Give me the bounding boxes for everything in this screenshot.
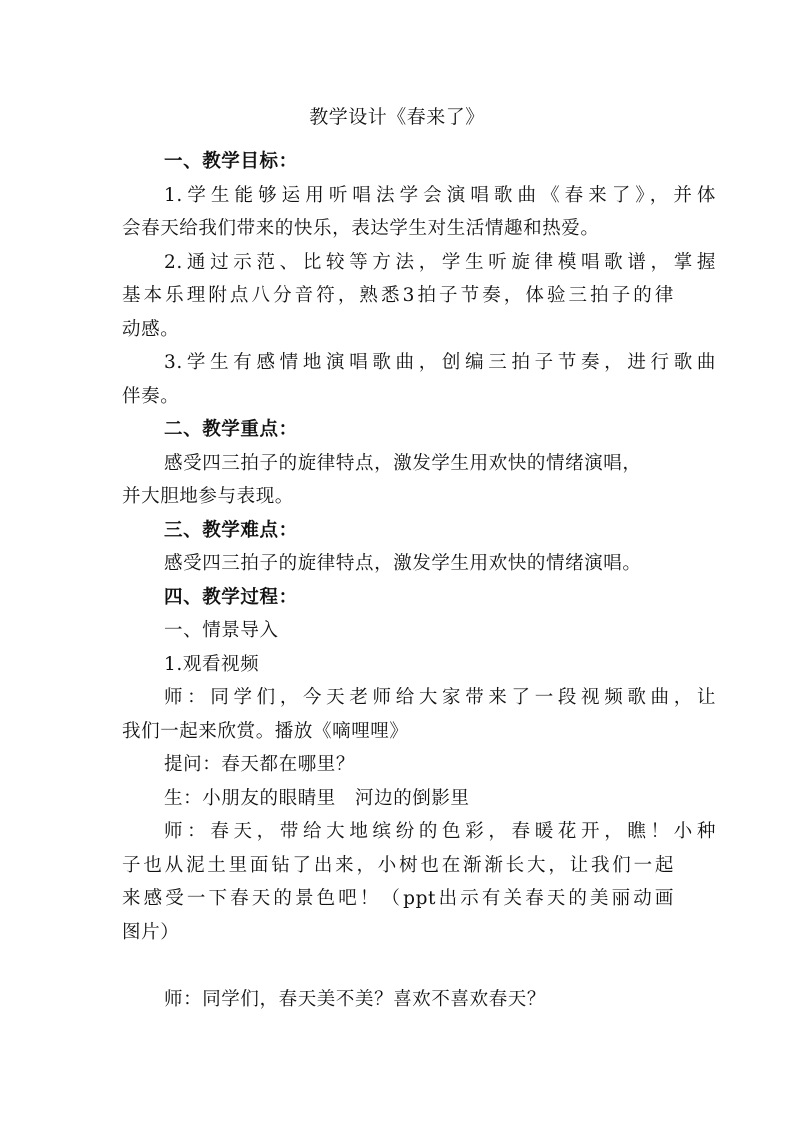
paragraph-line: 会春天给我们带来的快乐，表达学生对生活情趣和热爱。 — [122, 218, 600, 239]
paragraph-line: 1.学生能够运用听唱法学会演唱歌曲《春来了》，并体 — [164, 184, 716, 206]
paragraph-line: 生：小朋友的眼睛里 河边的倒影里 — [164, 787, 470, 809]
paragraph-line: 动感。 — [122, 318, 180, 340]
section-heading-process: 四、教学过程： — [164, 586, 298, 608]
section-heading-key-points: 二、教学重点： — [164, 419, 298, 440]
blank-line — [122, 949, 674, 983]
paragraph-line: 基本乐理附点八分音符，熟悉3拍子节奏，体验三拍子的律 — [122, 285, 674, 306]
paragraph-line: 师：同学们，今天老师给大家带来了一段视频歌曲，让 — [164, 687, 716, 708]
paragraph-line: 子也从泥土里面钻了出来，小树也在渐渐长大，让我们一起 — [122, 854, 674, 876]
paragraph-line: 感受四三拍子的旋律特点，激发学生用欢快的情绪演唱。 — [164, 553, 642, 574]
paragraph-line: 1.观看视频 — [164, 653, 260, 675]
paragraph-line: 并大胆地参与表现。 — [122, 486, 294, 507]
paragraph-line: 2.通过示范、比较等方法，学生听旋律模唱歌谱，掌握 — [164, 251, 716, 273]
paragraph-line: 我们一起来欣赏。播放《嘀哩哩》 — [122, 720, 409, 742]
paragraph-line: 图片） — [122, 921, 180, 943]
paragraph-line: 3.学生有感情地演唱歌曲，创编三拍子节奏，进行歌曲 — [164, 352, 716, 373]
paragraph-line: 感受四三拍子的旋律特点，激发学生用欢快的情绪演唱， — [164, 452, 642, 474]
paragraph-line: 提问：春天都在哪里？ — [164, 754, 356, 775]
paragraph-line: 伴奏。 — [122, 385, 180, 407]
document-title: 教学设计《春来了》 — [309, 106, 485, 128]
section-heading-difficulties: 三、教学难点： — [164, 519, 298, 541]
paragraph-line: 师：春天，带给大地缤纷的色彩，春暖花开，瞧！小种 — [164, 821, 716, 842]
section-heading-objectives: 一、教学目标： — [164, 151, 298, 172]
paragraph-line: 师：同学们，春天美不美？喜欢不喜欢春天？ — [164, 988, 547, 1010]
paragraph-line: 来感受一下春天的景色吧！（ppt出示有关春天的美丽动画 — [122, 888, 674, 909]
subsection-heading: 一、情景导入 — [164, 620, 279, 641]
document-body — [122, 145, 716, 1016]
